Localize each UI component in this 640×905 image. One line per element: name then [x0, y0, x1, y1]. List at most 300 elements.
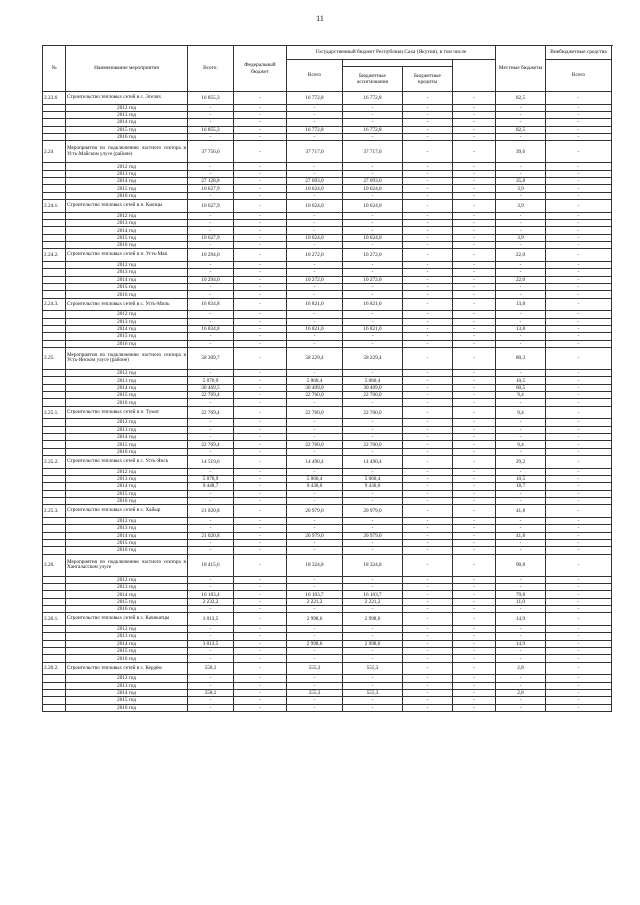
cell-budget-allocations: - — [343, 104, 403, 111]
cell-offbudget-total: - — [496, 539, 546, 546]
cell-total: - — [188, 497, 234, 504]
cell-budget-credits: - — [403, 475, 453, 482]
cell-offbudget-total: 39,6 — [496, 141, 546, 163]
cell-offbudget-total: - — [496, 517, 546, 524]
cell-local: - — [453, 392, 496, 399]
cell-federal: - — [234, 384, 287, 391]
cell-budget-allocations: 16 103,7 — [343, 591, 403, 598]
cell-offbudget-total: - — [496, 419, 546, 426]
cell-state-total: - — [287, 111, 343, 118]
cell-offbudget-guarantees: - — [546, 276, 612, 283]
cell-offbudget-guarantees: - — [546, 497, 612, 504]
cell-total: 37 756,6 — [188, 141, 234, 163]
cell-offbudget-guarantees: - — [546, 185, 612, 192]
table-row-year — [43, 399, 612, 406]
table-row-year — [43, 625, 612, 632]
cell-state-total: - — [287, 606, 343, 613]
cell-offbudget-total: 22,0 — [496, 249, 546, 262]
cell-local: - — [453, 170, 496, 177]
measure-code — [43, 318, 66, 325]
year-label: 2016 год — [66, 399, 188, 406]
year-label: 2014 год — [66, 483, 188, 490]
cell-local: - — [453, 133, 496, 140]
cell-local: - — [453, 369, 496, 376]
cell-state-total: 20 979,0 — [287, 532, 343, 539]
header-total: Всего: — [188, 46, 234, 92]
table-body — [43, 92, 612, 712]
cell-offbudget-guarantees: - — [546, 333, 612, 340]
cell-federal: - — [234, 441, 287, 448]
cell-state-total: 10 272,0 — [287, 249, 343, 262]
cell-total: 3 013,5 — [188, 640, 234, 647]
cell-local: - — [453, 126, 496, 133]
cell-federal: - — [234, 483, 287, 490]
cell-budget-allocations: 16 821,0 — [343, 298, 403, 311]
cell-local: - — [453, 119, 496, 126]
measure-code — [43, 170, 66, 177]
cell-offbudget-total: - — [496, 426, 546, 433]
cell-state-total: - — [287, 539, 343, 546]
cell-state-total: - — [287, 697, 343, 704]
cell-offbudget-guarantees: - — [546, 433, 612, 440]
cell-budget-allocations: 555,3 — [343, 689, 403, 696]
cell-federal: - — [234, 456, 287, 469]
cell-local: - — [453, 325, 496, 332]
cell-budget-allocations: - — [343, 163, 403, 170]
cell-budget-credits: - — [403, 647, 453, 654]
cell-offbudget-total: - — [496, 170, 546, 177]
cell-offbudget-total: - — [496, 704, 546, 711]
cell-offbudget-total: - — [496, 163, 546, 170]
cell-total: - — [188, 633, 234, 640]
measure-code — [43, 640, 66, 647]
year-label: 2013 год — [66, 426, 188, 433]
page-number: 11 — [316, 14, 324, 23]
cell-federal: - — [234, 399, 287, 406]
cell-budget-allocations: - — [343, 340, 403, 347]
cell-federal: - — [234, 655, 287, 662]
cell-offbudget-guarantees: - — [546, 92, 612, 105]
measure-code — [43, 178, 66, 185]
year-label: 2014 год — [66, 119, 188, 126]
cell-state-total: - — [287, 675, 343, 682]
cell-offbudget-total: - — [496, 468, 546, 475]
cell-offbudget-total: 79,8 — [496, 591, 546, 598]
table-row-year — [43, 369, 612, 376]
table-row-year — [43, 490, 612, 497]
cell-local: - — [453, 647, 496, 654]
cell-total: - — [188, 433, 234, 440]
cell-local: - — [453, 426, 496, 433]
cell-budget-credits: - — [403, 419, 453, 426]
cell-budget-credits: - — [403, 576, 453, 583]
cell-offbudget-total: 3,9 — [496, 234, 546, 241]
cell-offbudget-total: 18,7 — [496, 483, 546, 490]
measure-name: Строительство тепловых сетей в с. Качикатцы — [66, 613, 188, 626]
cell-local: - — [453, 441, 496, 448]
cell-budget-credits: - — [403, 141, 453, 163]
cell-budget-credits: - — [403, 276, 453, 283]
cell-budget-credits: - — [403, 384, 453, 391]
cell-total: 21 020,8 — [188, 532, 234, 539]
cell-offbudget-guarantees: - — [546, 133, 612, 140]
cell-budget-allocations: - — [343, 119, 403, 126]
table-row-year — [43, 269, 612, 276]
cell-budget-credits: - — [403, 655, 453, 662]
year-label: 2014 год — [66, 227, 188, 234]
measure-code — [43, 291, 66, 298]
header-state-group: Государственный бюджет Республики Саха (Якутия), в том числе — [287, 46, 496, 60]
cell-federal: - — [234, 111, 287, 118]
cell-local: - — [453, 591, 496, 598]
cell-local: - — [453, 625, 496, 632]
measure-name: Строительство тепловых сетей в с. Эселях — [66, 92, 188, 105]
cell-budget-credits: - — [403, 532, 453, 539]
cell-total: 18 415,6 — [188, 554, 234, 576]
measure-name: Строительство тепловых сетей в с. Усть-Янск — [66, 456, 188, 469]
cell-local: - — [453, 347, 496, 369]
table-row-measure — [43, 406, 612, 419]
cell-budget-allocations: - — [343, 426, 403, 433]
table-row-measure — [43, 141, 612, 163]
measure-code — [43, 227, 66, 234]
measure-code — [43, 392, 66, 399]
cell-federal: - — [234, 298, 287, 311]
measure-name: Строительство тепловых сетей в п. Тумат — [66, 406, 188, 419]
cell-budget-allocations: - — [343, 517, 403, 524]
year-label: 2015 год — [66, 539, 188, 546]
cell-offbudget-guarantees: - — [546, 347, 612, 369]
cell-budget-allocations: 2 998,6 — [343, 640, 403, 647]
cell-total: - — [188, 369, 234, 376]
cell-total: 16 855,3 — [188, 126, 234, 133]
cell-budget-allocations: 22 760,0 — [343, 441, 403, 448]
measure-code — [43, 212, 66, 219]
cell-offbudget-total: 10,5 — [496, 475, 546, 482]
year-label: 2015 год — [66, 647, 188, 654]
cell-local: - — [453, 333, 496, 340]
cell-offbudget-total: 9,4 — [496, 392, 546, 399]
cell-offbudget-guarantees: - — [546, 234, 612, 241]
cell-total: - — [188, 625, 234, 632]
table-row-year — [43, 234, 612, 241]
cell-offbudget-total: 29,2 — [496, 456, 546, 469]
cell-offbudget-total: 22,0 — [496, 276, 546, 283]
cell-offbudget-guarantees: - — [546, 325, 612, 332]
cell-budget-allocations: 27 093,0 — [343, 178, 403, 185]
cell-state-total: 555,3 — [287, 662, 343, 675]
cell-total: - — [188, 261, 234, 268]
table-row-year — [43, 647, 612, 654]
measure-code: 2.23.6 — [43, 92, 66, 105]
cell-state-total: - — [287, 419, 343, 426]
measure-code: 2.24.3. — [43, 298, 66, 311]
year-label: 2016 год — [66, 704, 188, 711]
cell-offbudget-guarantees: - — [546, 583, 612, 590]
cell-offbudget-total: - — [496, 647, 546, 654]
cell-budget-credits: - — [403, 200, 453, 213]
table-row-year — [43, 185, 612, 192]
year-label: 2015 год — [66, 185, 188, 192]
measure-code: 2.25.2. — [43, 456, 66, 469]
cell-local: - — [453, 377, 496, 384]
cell-budget-credits: - — [403, 347, 453, 369]
cell-federal: - — [234, 525, 287, 532]
table-row-year — [43, 178, 612, 185]
cell-local: - — [453, 269, 496, 276]
year-label: 2014 год — [66, 325, 188, 332]
cell-budget-allocations: - — [343, 219, 403, 226]
cell-offbudget-guarantees: - — [546, 625, 612, 632]
cell-offbudget-total: - — [496, 333, 546, 340]
cell-state-total: 22 760,0 — [287, 406, 343, 419]
table-row-measure — [43, 249, 612, 262]
cell-state-total: 10 272,0 — [287, 276, 343, 283]
cell-offbudget-guarantees: - — [546, 283, 612, 290]
year-label: 2015 год — [66, 441, 188, 448]
cell-local: - — [453, 505, 496, 518]
cell-federal: - — [234, 419, 287, 426]
cell-federal: - — [234, 697, 287, 704]
measure-name: Строительство тепловых сетей в п. Кюпцы — [66, 200, 188, 213]
measure-code — [43, 547, 66, 554]
measure-code — [43, 192, 66, 199]
cell-budget-credits: - — [403, 675, 453, 682]
cell-federal: - — [234, 377, 287, 384]
cell-offbudget-total: - — [496, 633, 546, 640]
table-row-year — [43, 163, 612, 170]
year-label: 2013 год — [66, 633, 188, 640]
cell-total: - — [188, 311, 234, 318]
cell-budget-credits: - — [403, 406, 453, 419]
cell-offbudget-total: 10,5 — [496, 377, 546, 384]
cell-state-total: - — [287, 655, 343, 662]
cell-federal: - — [234, 576, 287, 583]
cell-offbudget-total: - — [496, 192, 546, 199]
year-label: 2012 год — [66, 104, 188, 111]
cell-federal: - — [234, 249, 287, 262]
measure-code — [43, 576, 66, 583]
cell-federal: - — [234, 185, 287, 192]
cell-budget-allocations: - — [343, 675, 403, 682]
year-label: 2015 год — [66, 490, 188, 497]
cell-offbudget-total: - — [496, 261, 546, 268]
measure-code: 2.26.1. — [43, 613, 66, 626]
table-row-measure — [43, 92, 612, 105]
cell-budget-allocations: 37 717,0 — [343, 141, 403, 163]
cell-state-total: - — [287, 333, 343, 340]
cell-offbudget-guarantees: - — [546, 662, 612, 675]
cell-offbudget-total: - — [496, 119, 546, 126]
table-row-year — [43, 340, 612, 347]
measure-code — [43, 426, 66, 433]
cell-offbudget-guarantees: - — [546, 490, 612, 497]
cell-federal: - — [234, 325, 287, 332]
cell-offbudget-total: - — [496, 369, 546, 376]
cell-budget-credits: - — [403, 269, 453, 276]
cell-federal: - — [234, 104, 287, 111]
cell-offbudget-total: 13,8 — [496, 325, 546, 332]
cell-total: - — [188, 283, 234, 290]
cell-offbudget-total: 2,8 — [496, 689, 546, 696]
cell-total: - — [188, 576, 234, 583]
cell-budget-allocations: - — [343, 318, 403, 325]
cell-state-total: 10 624,0 — [287, 234, 343, 241]
cell-budget-allocations: - — [343, 399, 403, 406]
cell-offbudget-total: 2,8 — [496, 662, 546, 675]
cell-offbudget-guarantees: - — [546, 647, 612, 654]
cell-total: - — [188, 682, 234, 689]
cell-state-total: - — [287, 576, 343, 583]
cell-state-total: - — [287, 119, 343, 126]
cell-budget-credits: - — [403, 325, 453, 332]
cell-budget-allocations: 10 624,0 — [343, 200, 403, 213]
year-label: 2015 год — [66, 283, 188, 290]
cell-budget-credits: - — [403, 111, 453, 118]
cell-federal: - — [234, 490, 287, 497]
year-label: 2016 год — [66, 291, 188, 298]
cell-local: - — [453, 613, 496, 626]
cell-budget-credits: - — [403, 633, 453, 640]
table-row-year — [43, 598, 612, 605]
cell-offbudget-total: - — [496, 625, 546, 632]
cell-budget-credits: - — [403, 704, 453, 711]
cell-offbudget-guarantees: - — [546, 613, 612, 626]
cell-budget-allocations: 555,3 — [343, 662, 403, 675]
cell-state-total: - — [287, 283, 343, 290]
cell-budget-allocations: - — [343, 647, 403, 654]
cell-budget-allocations: - — [343, 242, 403, 249]
cell-budget-credits: - — [403, 662, 453, 675]
cell-budget-credits: - — [403, 261, 453, 268]
cell-federal: - — [234, 505, 287, 518]
cell-state-total: - — [287, 170, 343, 177]
program-funding-table — [42, 45, 612, 712]
cell-state-total: - — [287, 525, 343, 532]
cell-total: 10 627,9 — [188, 200, 234, 213]
table-row-year — [43, 111, 612, 118]
cell-offbudget-total: - — [496, 490, 546, 497]
cell-budget-allocations: - — [343, 283, 403, 290]
measure-code — [43, 340, 66, 347]
year-label: 2016 год — [66, 133, 188, 140]
cell-state-total: 2 998,6 — [287, 613, 343, 626]
cell-federal: - — [234, 704, 287, 711]
measure-code — [43, 448, 66, 455]
measure-code — [43, 133, 66, 140]
cell-federal: - — [234, 613, 287, 626]
cell-state-total: - — [287, 633, 343, 640]
cell-total: 27 128,8 — [188, 178, 234, 185]
cell-state-total: - — [287, 497, 343, 504]
cell-state-total: - — [287, 704, 343, 711]
cell-federal: - — [234, 340, 287, 347]
cell-budget-credits: - — [403, 448, 453, 455]
cell-offbudget-guarantees: - — [546, 192, 612, 199]
cell-budget-allocations: 16 821,0 — [343, 325, 403, 332]
cell-local: - — [453, 141, 496, 163]
cell-total: - — [188, 219, 234, 226]
cell-offbudget-guarantees: - — [546, 675, 612, 682]
cell-total: - — [188, 490, 234, 497]
cell-state-total: 5 060,4 — [287, 475, 343, 482]
measure-name: Строительство тепловых сетей в с. Хайыр — [66, 505, 188, 518]
cell-federal: - — [234, 234, 287, 241]
cell-offbudget-total: 9,4 — [496, 406, 546, 419]
table-row-measure — [43, 347, 612, 369]
cell-offbudget-total: - — [496, 497, 546, 504]
cell-budget-credits: - — [403, 377, 453, 384]
measure-code — [43, 325, 66, 332]
measure-code — [43, 311, 66, 318]
cell-state-total: 37 717,0 — [287, 141, 343, 163]
cell-budget-allocations: - — [343, 448, 403, 455]
cell-offbudget-guarantees: - — [546, 456, 612, 469]
year-label: 2015 год — [66, 333, 188, 340]
cell-federal: - — [234, 212, 287, 219]
cell-local: - — [453, 689, 496, 696]
cell-total: - — [188, 242, 234, 249]
cell-federal: - — [234, 591, 287, 598]
cell-local: - — [453, 234, 496, 241]
cell-state-total: 22 760,0 — [287, 441, 343, 448]
year-label: 2013 год — [66, 682, 188, 689]
cell-budget-credits: - — [403, 547, 453, 554]
cell-budget-allocations: 22 760,0 — [343, 406, 403, 419]
cell-budget-credits: - — [403, 219, 453, 226]
cell-federal: - — [234, 554, 287, 576]
cell-total: - — [188, 163, 234, 170]
cell-budget-allocations: - — [343, 261, 403, 268]
cell-budget-allocations: - — [343, 433, 403, 440]
cell-state-total: - — [287, 448, 343, 455]
cell-total: 22 769,4 — [188, 441, 234, 448]
cell-offbudget-guarantees: - — [546, 468, 612, 475]
cell-total: 14 519,6 — [188, 456, 234, 469]
cell-offbudget-guarantees: - — [546, 119, 612, 126]
cell-offbudget-total: - — [496, 697, 546, 704]
measure-code — [43, 242, 66, 249]
cell-total: - — [188, 333, 234, 340]
measure-code — [43, 369, 66, 376]
cell-state-total: 16 821,0 — [287, 298, 343, 311]
table-row-year — [43, 377, 612, 384]
cell-offbudget-guarantees: - — [546, 291, 612, 298]
cell-state-total: 16 821,0 — [287, 325, 343, 332]
cell-budget-credits: - — [403, 426, 453, 433]
cell-federal: - — [234, 242, 287, 249]
cell-state-total: - — [287, 583, 343, 590]
table-row-year — [43, 483, 612, 490]
cell-offbudget-guarantees: - — [546, 126, 612, 133]
cell-state-total: - — [287, 219, 343, 226]
cell-budget-allocations: - — [343, 497, 403, 504]
cell-federal: - — [234, 547, 287, 554]
cell-total: 10 294,0 — [188, 249, 234, 262]
cell-federal: - — [234, 141, 287, 163]
cell-budget-allocations: 10 624,0 — [343, 185, 403, 192]
cell-offbudget-guarantees: - — [546, 532, 612, 539]
cell-budget-allocations: - — [343, 606, 403, 613]
table-row-measure — [43, 613, 612, 626]
measure-code — [43, 583, 66, 590]
cell-budget-credits: - — [403, 192, 453, 199]
cell-local: - — [453, 291, 496, 298]
cell-offbudget-guarantees: - — [546, 419, 612, 426]
cell-federal: - — [234, 598, 287, 605]
cell-total: - — [188, 697, 234, 704]
cell-state-total: - — [287, 433, 343, 440]
